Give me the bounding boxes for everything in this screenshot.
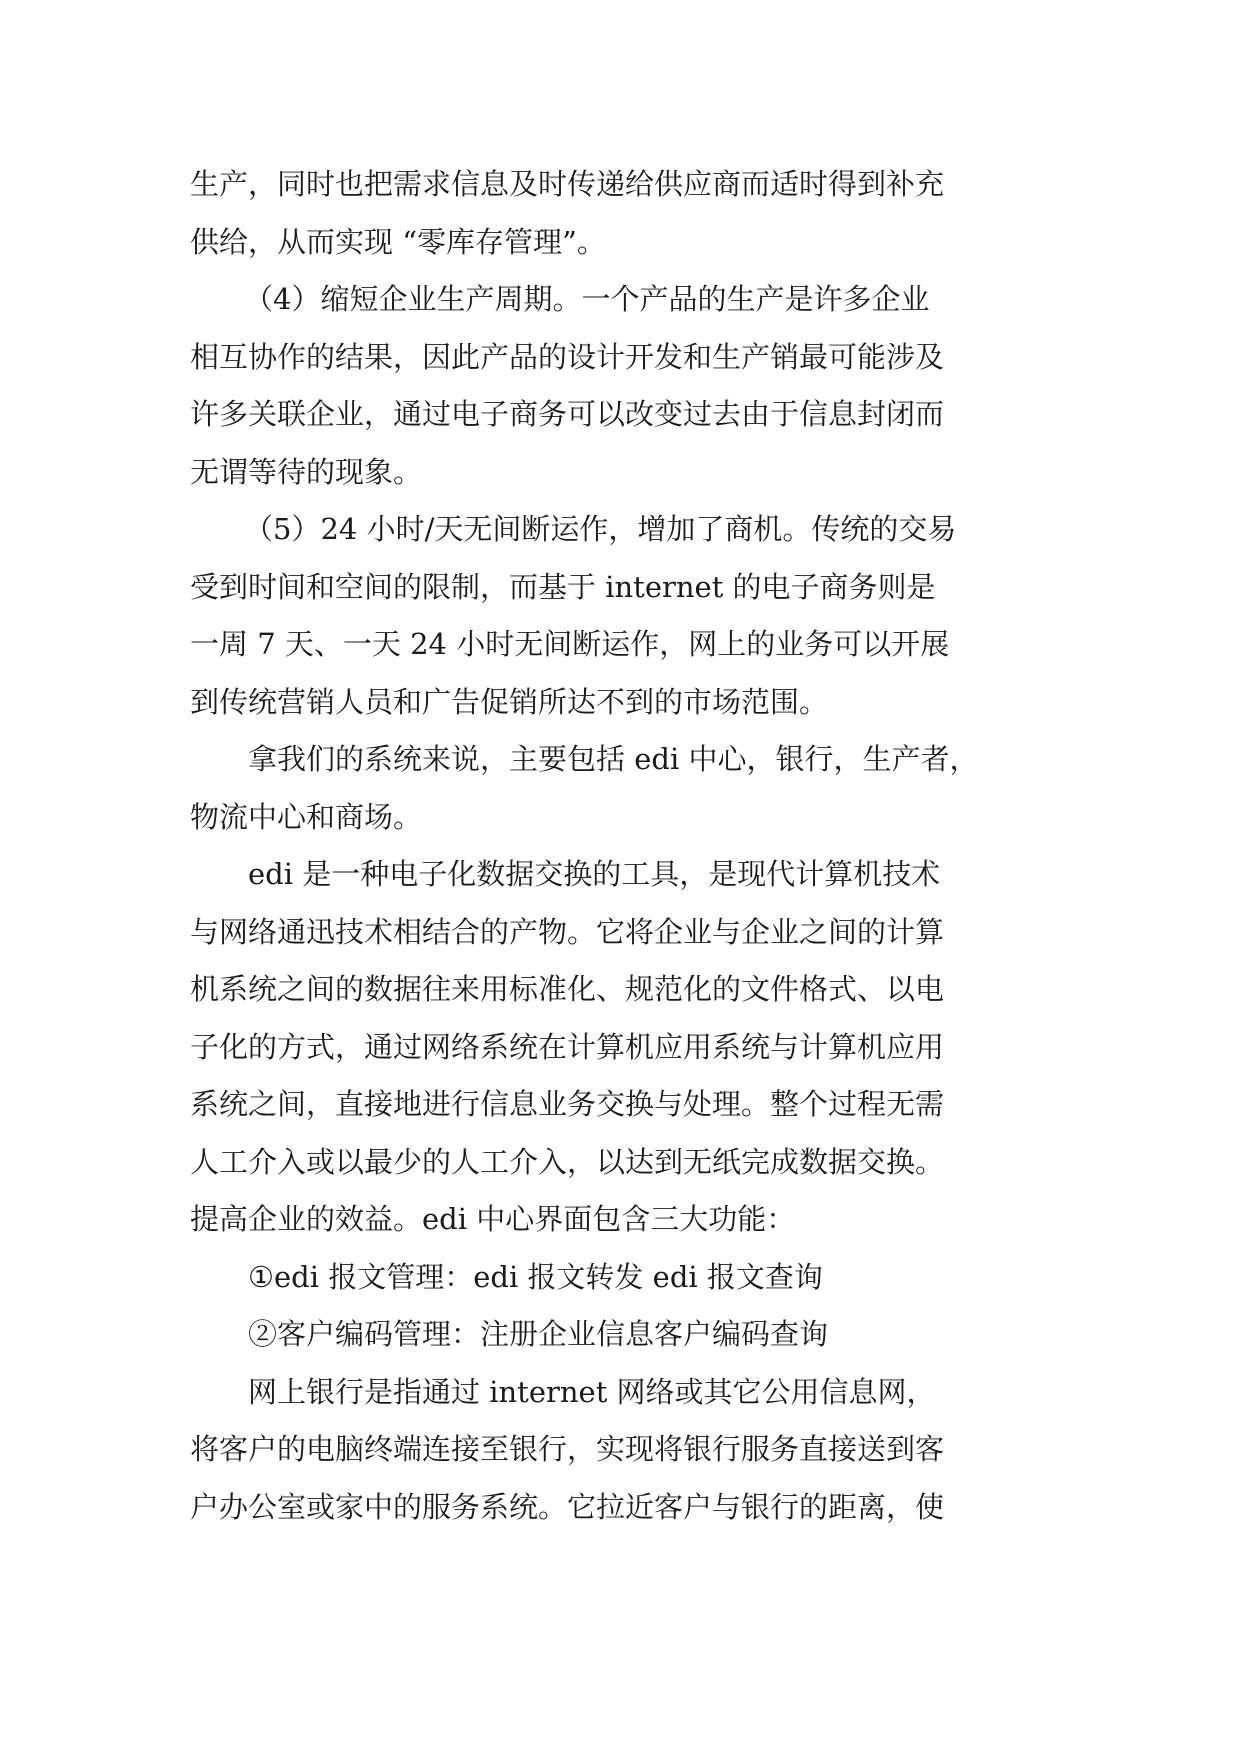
text-line: 系统之间，直接地进行信息业务交换与处理。整个过程无需 (190, 1087, 945, 1121)
text-line: （5）24 小时/天无间断运作，增加了商机。传统的交易 (244, 512, 957, 546)
text-line: 物流中心和商场。 (190, 799, 423, 834)
paragraph-zero-inventory (190, 156, 1070, 271)
text-line: 人工介入或以最少的人工介入，以达到无纸完成数据交换。 (190, 1144, 945, 1179)
text-line: 网上银行是指通过 internet 网络或其它公用信息网， (248, 1374, 936, 1409)
body-text (190, 156, 1070, 1536)
paragraph-24-hour-operation (190, 501, 1070, 731)
text-line: 到传统营销人员和广告促销所达不到的市场范围。 (190, 684, 829, 719)
text-line: 供给，从而实现 “零库存管理”。 (190, 224, 606, 259)
text-line: 机系统之间的数据往来用标准化、规范化的文件格式、以电 (190, 972, 945, 1006)
text-line: ②客户编码管理：注册企业信息客户编码查询 (248, 1317, 829, 1351)
text-line: 子化的方式，通过网络系统在计算机应用系统与计算机应用 (190, 1029, 945, 1064)
text-line: 拿我们的系统来说，主要包括 edi 中心，银行，生产者， (248, 742, 979, 776)
list-item-customer-code-management (190, 1306, 1070, 1364)
paragraph-production-cycle (190, 271, 1070, 501)
text-line: 相互协作的结果，因此产品的设计开发和生产销最可能涉及 (190, 339, 945, 374)
text-line: edi 是一种电子化数据交换的工具，是现代计算机技术 (248, 857, 941, 891)
text-line: 与网络通迅技术相结合的产物。它将企业与企业之间的计算 (190, 914, 945, 949)
paragraph-system-overview (190, 731, 1070, 846)
text-line: （4）缩短企业生产周期。一个产品的生产是许多企业 (244, 282, 930, 316)
text-line: 一周 7 天、一天 24 小时无间断运作，网上的业务可以开展 (190, 627, 950, 661)
text-line: 将客户的电脑终端连接至银行，实现将银行服务直接送到客 (190, 1432, 945, 1466)
text-line: ①edi 报文管理：edi 报文转发 edi 报文查询 (248, 1259, 823, 1294)
text-line: 无谓等待的现象。 (190, 454, 423, 489)
text-line: 户办公室或家中的服务系统。它拉近客户与银行的距离，使 (190, 1489, 945, 1524)
text-line: 提高企业的效益。edi 中心界面包含三大功能： (190, 1202, 796, 1236)
text-line: 受到时间和空间的限制，而基于 internet 的电子商务则是 (190, 569, 936, 604)
list-item-edi-message-management (190, 1249, 1070, 1307)
paragraph-edi-description (190, 846, 1070, 1249)
text-line: 许多关联企业，通过电子商务可以改变过去由于信息封闭而 (190, 397, 945, 431)
text-line: 生产，同时也把需求信息及时传递给供应商而适时得到补充 (190, 167, 945, 201)
paragraph-online-banking (190, 1364, 1070, 1537)
